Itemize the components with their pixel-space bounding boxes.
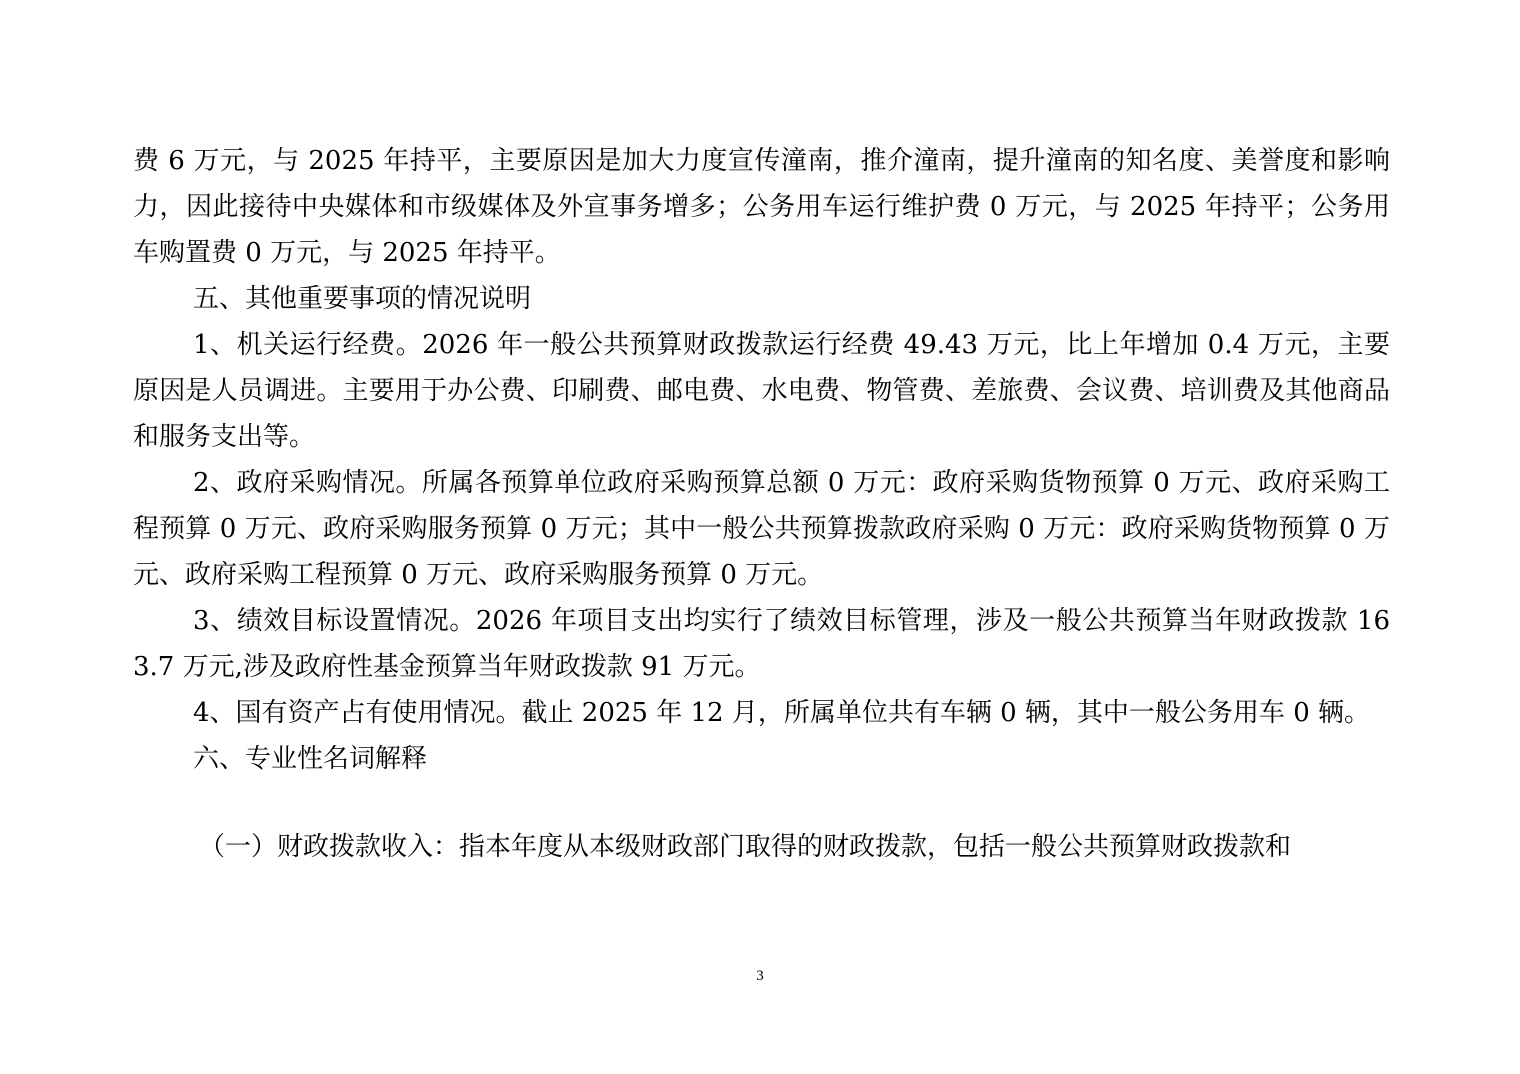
item-paragraph-1: 1、机关运行经费。2026 年一般公共预算财政拨款运行经费 49.43 万元，比上年增加 0.4 万元，主要原因是人员调进。主要用于办公费、印刷费、邮电费、水电费、物管费、差旅费、会议费、培训费及其他商品和服务支出等。: [133, 330, 1390, 452]
item-paragraph-2: 2、政府采购情况。所属各预算单位政府采购预算总额 0 万元：政府采购货物预算 0 万元、政府采购工程预算 0 万元、政府采购服务预算 0 万元；其中一般公共预算拨款政府采购 0 万元：政府采购货物预算 0 万元、政府采购工程预算 0 万元、政府采购服务预算 0 万元。: [133, 468, 1390, 590]
section-heading-five: 五、其他重要事项的情况说明: [193, 284, 532, 314]
item-paragraph-3: 3、绩效目标设置情况。2026 年项目支出均实行了绩效目标管理，涉及一般公共预算当年财政拨款 163.7 万元,涉及政府性基金预算当年财政拨款 91 万元。: [133, 606, 1390, 682]
continuation-paragraph: 费 6 万元，与 2025 年持平，主要原因是加大力度宣传潼南，推介潼南，提升潼南的知名度、美誉度和影响力，因此接待中央媒体和市级媒体及外宣事务增多；公务用车运行维护费 0 万元，与 2025 年持平；公务用车购置费 0 万元，与 2025 年持平。: [133, 146, 1390, 268]
document-body: [133, 138, 1390, 870]
item-paragraph-4: 4、国有资产占有使用情况。截止 2025 年 12 月，所属单位共有车辆 0 辆，其中一般公务用车 0 辆。: [193, 698, 1370, 728]
term-paragraph-1: （一）财政拨款收入：指本年度从本级财政部门取得的财政拨款，包括一般公共预算财政拨款和: [199, 832, 1292, 862]
section-heading-six: 六、专业性名词解释: [193, 744, 428, 774]
page-number: 3: [756, 968, 764, 984]
